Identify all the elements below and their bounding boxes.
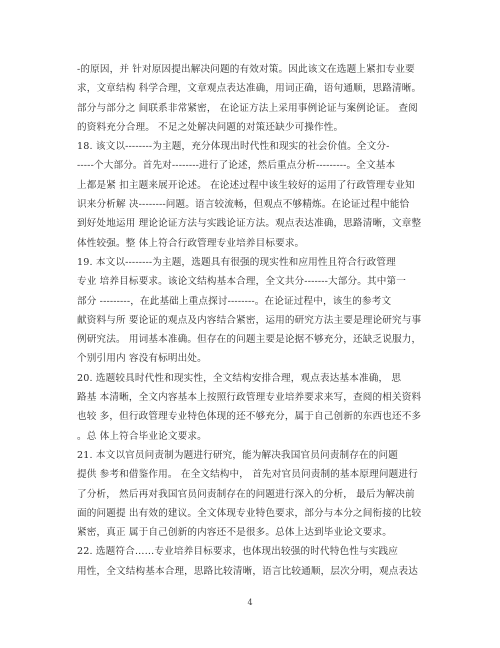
text-line: 提供 参考和借鉴作用。 在全文结构中， 首先对官员问责制的基本原理问题进行 [77,469,418,481]
text-line: 。总 体上符合毕业论文要求。 [77,430,207,442]
text-line: 22. 选题符合……专业培养目标要求，也体现出较强的时代特色性与实践应 [77,546,398,558]
text-line: 体性较强。整 体上符合行政管理专业培养目标要求。 [77,237,305,249]
paragraph-18 [77,137,425,253]
text-line: 上都是紧 扣主题来展开论述。 在论述过程中该生较好的运用了行政管理专业知 [77,179,415,191]
text-line: -的原因，并 针对原因提出解决问题的有效对策。因此该文在选题上紧扣专业要 [77,64,415,75]
paragraph-19 [77,253,425,369]
paragraph-21 [77,446,425,542]
text-line: 部分与部分之 间联系非常紧密， 在论证方法上采用事例论证与案例论证。 查阅 [77,102,418,114]
text-line: 专业 培养目标要求。该论文结构基本合理，全文共分-------大部分。其中第一 [77,276,406,288]
text-line: 识来分析解 决--------问题。语言较流畅，但观点不够精炼。在论证过程中能恰 [77,199,410,211]
text-line: 面的问题提 出有效的建议。全文体现专业特色要求，部分与本分之间衔接的比较 [77,507,422,519]
text-line: 18. 该文以--------为主题，充分体现出时代性和现实的社会价值。全文分- [77,141,390,153]
text-line: 部分 ---------，在此基础上重点探讨--------。在论证过程中，该生的参考文 [77,295,392,307]
text-line: 例研究法。 用词基本准确。但存在的问题主要是论据不够充分，还缺乏说服力， [77,334,422,346]
text-line: -----个大部分。首先对--------进行了论述，然后重点分析---------。全文基本 [77,160,396,172]
text-line: 20. 选题较具时代性和现实性，全文结构安排合理，观点表达基本准确， 思 [77,372,402,384]
text-line: 献资料与所 要论证的观点及内容结合紧密，运用的研究方法主要是理论研究与事 [77,314,422,326]
text-line: 19. 本文以--------为主题，选题具有很强的现实性和应用性且符合行政管理 [77,256,396,268]
text-line: 到好处地运用 理论论证方法与实践论证方法。观点表达准确，思路清晰，文章整 [77,218,422,230]
paragraph-22 [77,542,425,581]
document-body [77,60,425,581]
text-line: 了分析， 然后再对我国官员问责制存在的问题进行深入的分析， 最后为解决前 [77,488,415,500]
paragraph-intro [77,60,425,137]
text-line: 路基 本清晰，全文内容基本上按照行政管理专业培养要求来写，查阅的相关资料 [77,392,422,404]
text-line: 个别引用内 容没有标明出处。 [77,353,207,365]
text-line: 求，文章结构 科学合理，文章观点表达准确，用词正确，语句通顺，思路清晰。 [77,83,422,95]
text-line: 用性，全文结构基本合理，思路比较清晰，语言比较通顺，层次分明，观点表达 [77,565,419,577]
text-line: 的资料充分合理。 不足之处解决问题的对策还缺少可操作性。 [77,121,344,133]
text-line: 21. 本文以官员问责制为题进行研究，能为解决我国官员问责制存在的问题 [77,449,398,461]
page-number: 4 [247,598,253,607]
paragraph-20 [77,369,425,446]
text-line: 紧密，真正 属于自己创新的内容还不是很多。总体上达到毕业论文要求。 [77,527,392,539]
text-line: 也较 多，但行政管理专业特色体现的还不够充分，属于自己创新的东西也还不多 [77,411,422,423]
